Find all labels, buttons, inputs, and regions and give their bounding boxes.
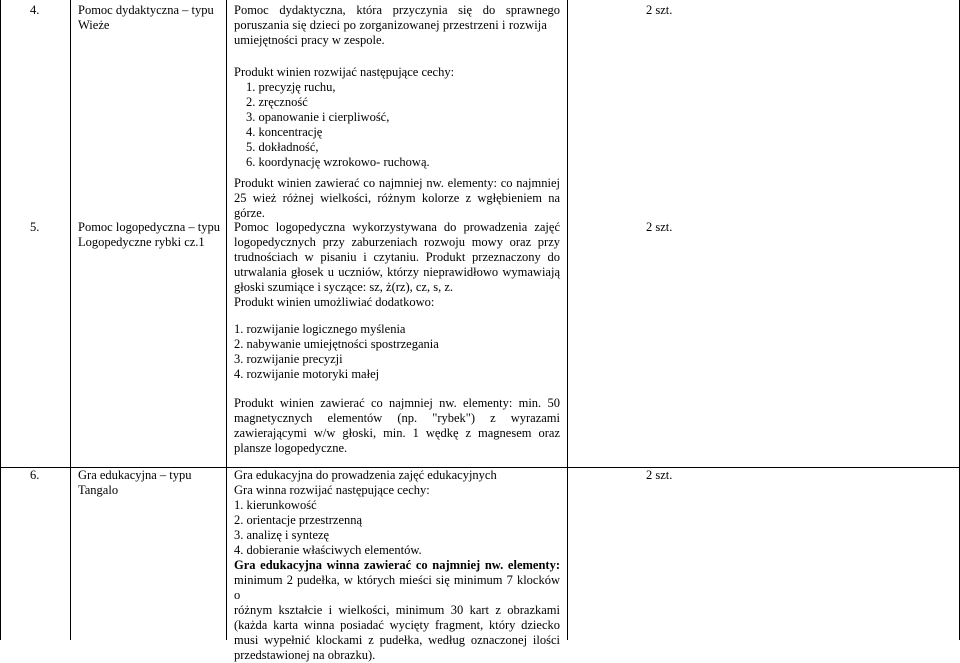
feature-item: 1. precyzję ruchu,	[246, 80, 336, 94]
feature-item: 6. koordynację wzrokowo- ruchową.	[246, 155, 430, 169]
product-name	[78, 3, 220, 33]
contents-line: 25 wież różnej wielkości, różnym kolorze z wgłębieniem na	[234, 191, 560, 205]
feature-item: 2. nabywanie umiejętności spostrzegania	[234, 337, 439, 351]
description-line: głoski szumiące i syczące: sz, ż(rz), cz, s, z.	[234, 280, 453, 294]
contents-line: Produkt winien zawierać co najmniej nw. elementy: co najmniej	[234, 176, 560, 190]
table-divider-col2	[226, 0, 227, 640]
quantity: 2 szt.	[646, 220, 673, 234]
contents-line: zawierającymi w/w głoski, min. 1 wędkę z magnesem oraz	[234, 426, 560, 440]
description-line: trudnościach w pisaniu i czytaniu. Produkt przeznaczony do	[234, 250, 560, 264]
row-number: 6.	[30, 468, 40, 482]
features-heading: Produkt winien umożliwiać dodatkowo:	[234, 295, 435, 309]
contents-block	[234, 396, 560, 456]
product-name-line: Tangalo	[78, 483, 119, 497]
feature-item: 3. rozwijanie precyzji	[234, 352, 343, 366]
description-line: Pomoc logopedyczna wykorzystywana do prowadzenia zajęć	[234, 220, 560, 234]
feature-item: 3. opanowanie i cierpliwość,	[246, 110, 390, 124]
feature-item: 3. analizę i syntezę	[234, 528, 330, 542]
features-heading: Produkt winien rozwijać następujące cechy:	[234, 65, 455, 79]
quantity: 2 szt.	[646, 3, 673, 17]
feature-item: 4. koncentrację	[246, 125, 323, 139]
contents-line: Produkt winien zawierać co najmniej nw. elementy: min. 50	[234, 396, 560, 410]
product-name-line: Pomoc logopedyczna – typu	[78, 220, 220, 234]
contents-line: (każda karta winna posiadać wycięty fragment, który dziecko	[234, 618, 560, 632]
features-heading: Gra winna rozwijać następujące cechy:	[234, 483, 430, 497]
quantity: 2 szt.	[646, 468, 673, 482]
contents-line: plansze logopedyczne.	[234, 441, 348, 455]
contents-heading: Gra edukacyjna winna zawierać co najmniej nw. elementy:	[234, 558, 560, 572]
product-name-line: Gra edukacyjna – typu	[78, 468, 192, 482]
description-line: umiejętności pracy w zespole.	[234, 33, 385, 47]
feature-item: 5. dokładność,	[246, 140, 319, 154]
feature-item: 1. rozwijanie logicznego myślenia	[234, 322, 406, 336]
contents-line: minimum 2 pudełka, w których mieści się minimum 7 klocków o	[234, 573, 560, 602]
contents-block	[234, 176, 560, 221]
contents-line: górze.	[234, 206, 265, 220]
description-line: Gra edukacyjna do prowadzenia zajęć edukacyjnych	[234, 468, 497, 482]
product-description	[234, 220, 560, 310]
feature-item: 4. rozwijanie motoryki małej	[234, 367, 380, 381]
feature-item: 2. zręczność	[246, 95, 308, 109]
contents-line: musi wypełnić klockami z pudełka, według oznaczonej ilości	[234, 633, 560, 647]
product-name-line: Wieże	[78, 18, 110, 32]
feature-item: 4. dobieranie właściwych elementów.	[234, 543, 422, 557]
contents-line: różnym kształcie i wielkości, minimum 30 kart z obrazkami	[234, 603, 560, 617]
description-line: utrwalania głosek u uczniów, którzy nieprawidłowo wymawiają	[234, 265, 560, 279]
contents-line: magnetycznych elementów (np. "rybek") z wyrazami	[234, 411, 560, 425]
features-block	[234, 65, 560, 170]
table-divider-col3	[567, 0, 568, 640]
contents-line: przedstawionej na obrazku).	[234, 648, 376, 662]
feature-item: 1. kierunkowość	[234, 498, 317, 512]
product-name	[78, 220, 220, 250]
table-border-left	[0, 0, 1, 640]
feature-item: 2. orientacje przestrzenną	[234, 513, 363, 527]
product-name-line: Logopedyczne rybki cz.1	[78, 235, 205, 249]
description-line: Pomoc dydaktyczna, która przyczynia się do sprawnego	[234, 3, 560, 17]
product-description	[234, 468, 560, 663]
row-number: 4.	[30, 3, 40, 17]
product-description	[234, 3, 560, 48]
row-number: 5.	[30, 220, 40, 234]
product-name-line: Pomoc dydaktyczna – typu	[78, 3, 214, 17]
product-name	[78, 468, 220, 498]
table-divider-col1	[70, 0, 71, 640]
description-line: poruszania się dzieci po zorganizowanej przestrzeni i rozwija	[234, 18, 548, 32]
features-block	[234, 322, 560, 382]
description-line: logopedycznych przy zaburzeniach rozwoju mowy oraz przy	[234, 235, 560, 249]
